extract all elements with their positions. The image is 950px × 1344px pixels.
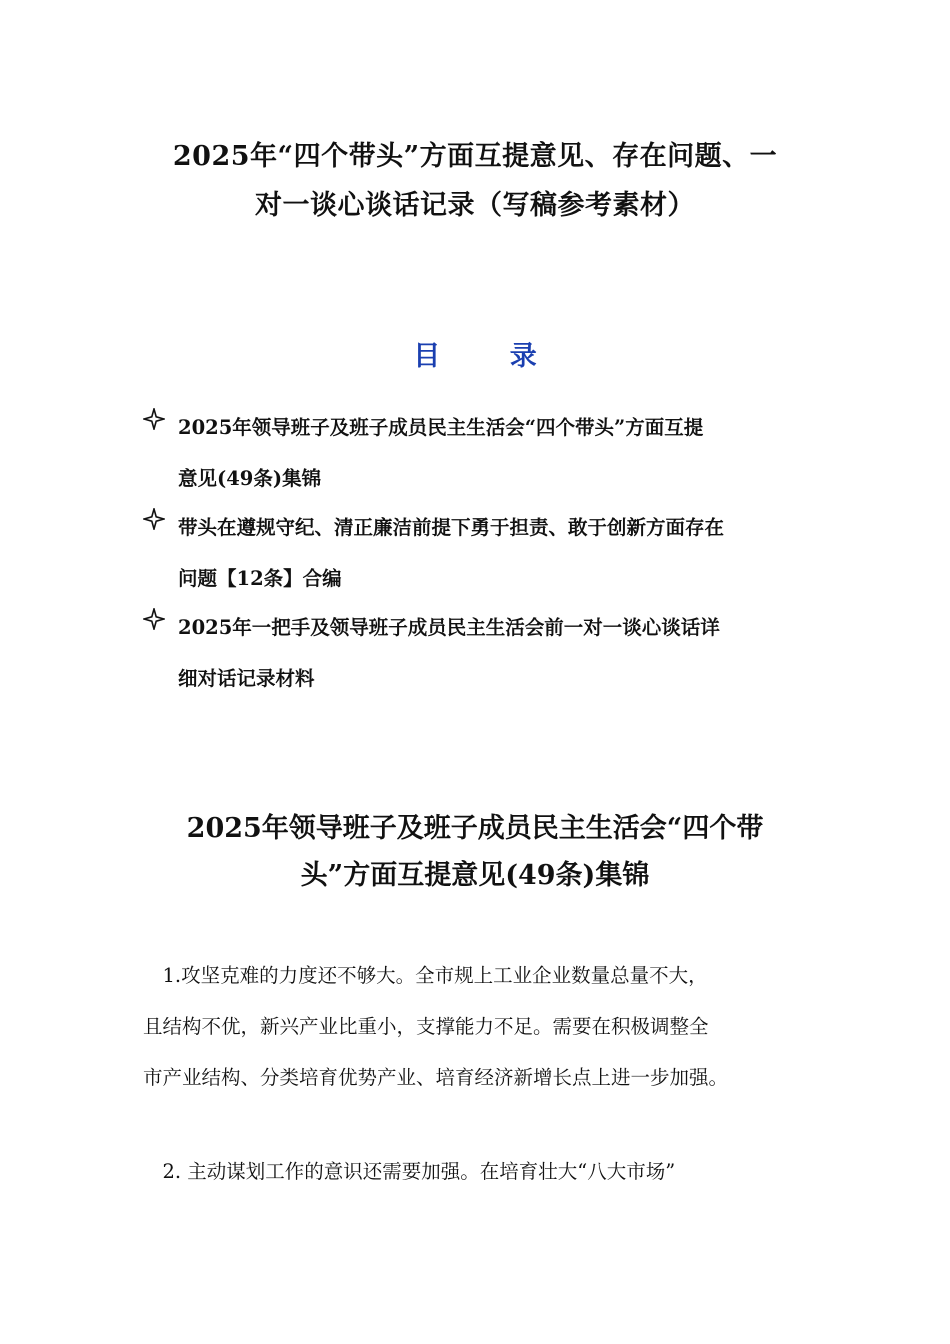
toc-item[interactable] <box>143 502 823 602</box>
toc-item-text <box>178 402 818 504</box>
document-title-line: 2025年“四个带头”方面互提意见、存在问题、一 <box>172 141 778 172</box>
toc-item[interactable] <box>143 402 823 502</box>
body-paragraph <box>143 950 833 1103</box>
body-paragraph <box>143 1146 833 1197</box>
toc-item-line: 带头在遵规守纪、清正廉洁前提下勇于担责、敢于创新方面存在 <box>178 516 725 539</box>
paragraph-line: 且结构不优，新兴产业比重小，支撑能力不足。需要在积极调整全 <box>143 1015 709 1038</box>
toc-heading: 目 录 <box>413 341 567 372</box>
toc-item-text <box>178 502 818 604</box>
document-title-line: 对一谈心谈话记录（写稿参考素材） <box>255 190 695 221</box>
four-point-star-outline-icon <box>143 408 165 430</box>
four-point-star-outline-icon <box>143 508 165 530</box>
toc-item-line: 问题【12条】合编 <box>178 567 342 590</box>
section-title <box>100 805 850 899</box>
toc-item-line: 2025年一把手及领导班子成员民主生活会前一对一谈心谈话详 <box>178 616 720 639</box>
toc-item-line: 细对话记录材料 <box>178 667 315 690</box>
toc-item[interactable] <box>143 602 823 702</box>
paragraph-line: 1.攻坚克难的力度还不够大。全市规上工业企业数量总量不大， <box>143 964 708 987</box>
toc-item-text <box>178 602 818 704</box>
toc-item-line: 意见(49条)集锦 <box>178 467 322 490</box>
four-point-star-outline-icon <box>143 608 165 630</box>
section-title-line: 头”方面互提意见(49条)集锦 <box>300 860 650 891</box>
section-title-line: 2025年领导班子及班子成员民主生活会“四个带 <box>186 813 764 844</box>
document-title <box>100 132 850 230</box>
toc-item-line: 2025年领导班子及班子成员民主生活会“四个带头”方面互提 <box>178 416 704 439</box>
table-of-contents <box>143 402 823 702</box>
paragraph-line: 市产业结构、分类培育优势产业、培育经济新增长点上进一步加强。 <box>143 1066 729 1089</box>
paragraph-line: 2. 主动谋划工作的意识还需要加强。在培育壮大“八大市场” <box>143 1160 676 1183</box>
